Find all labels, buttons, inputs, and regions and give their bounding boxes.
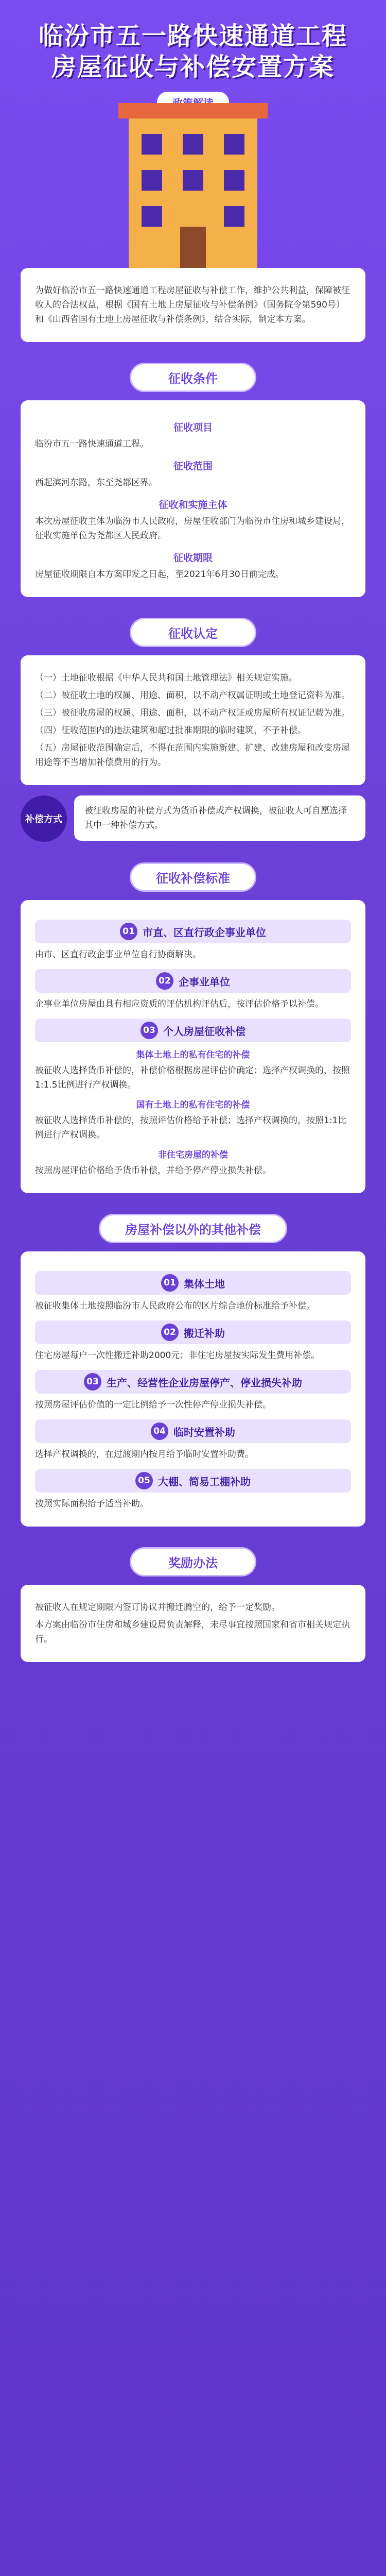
item-title: 02 搬迁补助 [35,1320,351,1344]
recognition-card [21,655,365,785]
sub-heading: 征收期限 [173,552,213,564]
sub-heading: 非住宅房屋的补偿 [158,1150,228,1160]
text: 房屋征收期限自本方案印发之日起，至2021年6月30日前完成。 [35,569,284,580]
text: 选择产权调换的，在过渡期内按月给予临时安置补助费。 [35,1449,254,1460]
section-title-other: 房屋补偿以外的其他补偿 [99,1214,287,1243]
text: 被征收人在规定期限内签订协议并搬迁腾空的，给予一定奖励。 [35,1602,280,1613]
item-title: 03 个人房屋征收补偿 [35,1019,351,1042]
text: 本次房屋征收主体为临汾市人民政府，房屋征收部门为临汾市住房和城乡建设局，征收实施单位为尧都区人民政府。 [35,516,350,541]
text: 被征收人选择货币补偿的，补偿价格根据房屋评估价确定；选择产权调换的，按照1:1.5比例进行产权调换。 [35,1065,350,1090]
item-title: 01 市直、区直行政企事业单位 [35,920,351,943]
other-card [21,1251,365,1527]
item-title: 01 集体土地 [35,1271,351,1295]
text: 按照房屋评估价值的一定比例给予一次性停产停业损失补偿。 [35,1400,271,1410]
conditions-card [21,400,365,597]
sub-heading: 征收和实施主体 [159,499,227,511]
section-title-standards: 征收补偿标准 [130,862,256,892]
intro-card [21,268,365,342]
sub-heading: 国有土地上的私有住宅的补偿 [136,1100,250,1110]
compensation-method [21,795,365,842]
text: 按照实际面积给予适当补助。 [35,1499,149,1509]
text: 本方案由临汾市住房和城乡建设局负责解释，未尽事宜按照国家和省市相关规定执行。 [35,1620,350,1645]
section-title-conditions: 征收条件 [130,363,256,392]
text: （三）被征收房屋的权属、用途、面积，以不动产权证或房屋所有权证记载为准。 [35,708,350,718]
text: 被征收集体土地按照临汾市人民政府公布的区片综合地价标准给予补偿。 [35,1301,315,1311]
sub-heading: 集体土地上的私有住宅的补偿 [136,1050,250,1060]
section-title-recognition: 征收认定 [130,618,256,647]
page-title: 临汾市五一路快速通道工程 房屋征收与补偿安置方案 [38,22,347,81]
item-title: 02 企事业单位 [35,969,351,993]
sub-heading: 征收项目 [173,422,213,433]
text: （五）房屋征收范围确定后，不得在范围内实施新建、扩建、改建房屋和改变房屋用途等不当增加补偿费用的行为。 [35,743,350,768]
text: 由市、区直行政企事业单位自行协商解决。 [35,950,201,960]
text: （二）被征收土地的权属、用途、面积，以不动产权属证明或土地登记资料为准。 [35,690,350,701]
text: 企事业单位房屋由具有相应资质的评估机构评估后，按评估价格予以补偿。 [35,999,324,1009]
text: （四）征收范围内的违法建筑和超过批准期限的临时建筑，不予补偿。 [35,725,306,736]
text: 按照房屋评估价格给予货币补偿，并给予停产停业损失补偿。 [35,1165,271,1176]
building-illustration [98,103,288,268]
text: 被征收人选择货币补偿的，按照评估价格给予补偿；选择产权调换的，按照1:1比例进行产权调换。 [35,1115,347,1140]
hero [0,0,386,289]
section-title-reward: 奖励办法 [130,1547,256,1577]
reward-card [21,1585,365,1662]
standards-card [21,900,365,1193]
text: 西起滨河东路，东至尧都区界。 [35,478,157,488]
text: （一）土地征收根据《中华人民共和国土地管理法》相关规定实施。 [35,673,297,683]
item-title: 05 大棚、简易工棚补助 [35,1469,351,1493]
text: 临汾市五一路快速通道工程。 [35,439,149,449]
method-text: 被征收房屋的补偿方式为货币补偿或产权调换，被征收人可自愿选择其中一种补偿方式。 [74,795,365,841]
method-label: 补偿方式 [21,795,67,842]
item-title: 03 生产、经营性企业房屋停产、停业损失补助 [35,1370,351,1394]
item-title: 04 临时安置补助 [35,1419,351,1443]
intro-text: 为做好临汾市五一路快速通道工程房屋征收与补偿工作，维护公共利益，保障被征收人的合法权益，根据《国有土地上房屋征收与补偿条例》（国务院令第590号）和《山西省国有土地上房屋征收与补偿条例》，结合实际，制定本方案。 [35,285,350,325]
sub-heading: 征收范围 [173,461,213,472]
text: 住宅房屋每户一次性搬迁补助2000元；非住宅房屋按实际发生费用补偿。 [35,1350,320,1361]
